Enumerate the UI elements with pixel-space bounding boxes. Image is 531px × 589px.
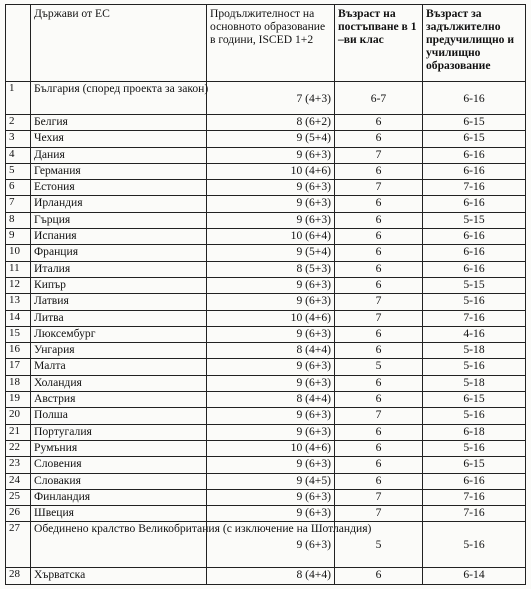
education-duration: 8 (4+4) [207,392,335,408]
table-row [6,82,526,115]
first-grade-entry-age: 6 [335,163,423,179]
table-row [6,375,526,391]
education-duration: 9 (5+4) [207,245,335,261]
table-row [6,506,526,522]
education-comparison-table [5,4,526,585]
row-number: 7 [6,196,31,212]
education-duration: 9 (4+5) [207,473,335,489]
education-duration: 9 (6+3) [207,424,335,440]
first-grade-entry-age: 7 [335,147,423,163]
table-row [6,392,526,408]
education-duration: 10 (4+6) [207,163,335,179]
first-grade-entry-age: 6 [335,131,423,147]
compulsory-education-age: 5-18 [423,375,526,391]
country-name: Обединено кралство Великобритания (с изключение на Шотландия) [31,522,207,568]
country-name: Литва [31,310,207,326]
first-grade-entry-age: 6 [335,343,423,359]
first-grade-entry-age: 6 [335,568,423,584]
compulsory-education-age: 6-15 [423,457,526,473]
row-number: 27 [6,522,31,568]
compulsory-education-age: 5-16 [423,408,526,424]
row-number: 25 [6,489,31,505]
row-number: 28 [6,568,31,584]
compulsory-education-age: 5-15 [423,277,526,293]
country-name: Холандия [31,375,207,391]
education-duration: 10 (4+6) [207,310,335,326]
row-number: 10 [6,245,31,261]
compulsory-education-age: 6-15 [423,115,526,131]
first-grade-entry-age: 6 [335,115,423,131]
first-grade-entry-age: 6 [335,392,423,408]
education-duration: 9 (6+3) [207,212,335,228]
table-row [6,326,526,342]
country-name: Португалия [31,424,207,440]
country-name: Финландия [31,489,207,505]
row-number: 24 [6,473,31,489]
education-duration: 9 (6+3) [207,359,335,375]
compulsory-education-age: 6-15 [423,392,526,408]
compulsory-education-age: 6-16 [423,261,526,277]
compulsory-education-age: 6-18 [423,424,526,440]
country-name: Гърция [31,212,207,228]
education-duration: 8 (4+4) [207,568,335,584]
table-row [6,115,526,131]
education-duration: 10 (4+6) [207,440,335,456]
table-row [6,261,526,277]
table-row [6,163,526,179]
country-name: Италия [31,261,207,277]
first-grade-entry-age: 6 [335,261,423,277]
compulsory-education-age: 6-16 [423,82,526,115]
table-row [6,489,526,505]
education-duration: 9 (5+4) [207,131,335,147]
country-name: Хърватска [31,568,207,584]
table-row [6,473,526,489]
education-duration: 9 (6+3) [207,489,335,505]
first-grade-entry-age: 6-7 [335,82,423,115]
country-name: Румъния [31,440,207,456]
table-row [6,131,526,147]
compulsory-education-age: 6-16 [423,229,526,245]
row-number: 8 [6,212,31,228]
compulsory-education-age: 5-18 [423,343,526,359]
country-name: Люксембург [31,326,207,342]
row-number: 12 [6,277,31,293]
table-body [6,82,526,585]
compulsory-education-age: 7-16 [423,506,526,522]
country-name: Полша [31,408,207,424]
compulsory-education-age: 5-16 [423,294,526,310]
compulsory-education-age: 6-16 [423,196,526,212]
education-duration: 9 (6+3) [207,408,335,424]
compulsory-education-age: 5-16 [423,522,526,568]
table-row [6,245,526,261]
education-duration: 8 (5+3) [207,261,335,277]
row-number: 13 [6,294,31,310]
row-number: 2 [6,115,31,131]
row-number: 5 [6,163,31,179]
row-number: 20 [6,408,31,424]
compulsory-education-age: 6-16 [423,473,526,489]
table-row [6,440,526,456]
first-grade-entry-age: 6 [335,212,423,228]
table-row [6,343,526,359]
table-header-row [6,5,526,82]
row-number: 4 [6,147,31,163]
first-grade-entry-age: 7 [335,506,423,522]
table-row [6,277,526,293]
compulsory-education-age: 6-16 [423,147,526,163]
header-number [6,5,31,82]
compulsory-education-age: 6-16 [423,245,526,261]
table-row [6,359,526,375]
country-name: Латвия [31,294,207,310]
compulsory-education-age: 4-16 [423,326,526,342]
header-compulsory-age: Възраст за задължително предучилищно и училищно образование [423,5,526,82]
table-row [6,294,526,310]
education-duration: 8 (4+4) [207,343,335,359]
education-duration: 9 (6+3) [207,196,335,212]
country-name: Франция [31,245,207,261]
education-duration: 9 (6+3) [207,326,335,342]
education-duration: 9 (6+3) [207,277,335,293]
first-grade-entry-age: 6 [335,277,423,293]
country-name: Швеция [31,506,207,522]
row-number: 17 [6,359,31,375]
country-name: Австрия [31,392,207,408]
table-row [6,147,526,163]
compulsory-education-age: 7-16 [423,489,526,505]
education-duration: 9 (6+3) [207,294,335,310]
country-name: Ирландия [31,196,207,212]
row-number: 23 [6,457,31,473]
row-number: 6 [6,180,31,196]
country-name: Чехия [31,131,207,147]
row-number: 19 [6,392,31,408]
country-name: Германия [31,163,207,179]
table-row [6,568,526,584]
education-duration: 9 (6+3) [207,375,335,391]
row-number: 15 [6,326,31,342]
first-grade-entry-age: 7 [335,180,423,196]
country-name: Кипър [31,277,207,293]
row-number: 1 [6,82,31,115]
first-grade-entry-age: 6 [335,440,423,456]
row-number: 16 [6,343,31,359]
first-grade-entry-age: 7 [335,310,423,326]
first-grade-entry-age: 7 [335,408,423,424]
table-row [6,229,526,245]
country-name: Испания [31,229,207,245]
row-number: 22 [6,440,31,456]
first-grade-entry-age: 6 [335,473,423,489]
row-number: 21 [6,424,31,440]
compulsory-education-age: 7-16 [423,180,526,196]
first-grade-entry-age: 6 [335,245,423,261]
row-number: 18 [6,375,31,391]
table-row [6,196,526,212]
country-name: България (според проекта за закон) [31,82,207,115]
education-duration: 9 (6+3) [207,522,335,568]
education-duration: 10 (6+4) [207,229,335,245]
first-grade-entry-age: 6 [335,326,423,342]
country-name: Словакия [31,473,207,489]
compulsory-education-age: 5-16 [423,359,526,375]
table-row [6,212,526,228]
row-number: 11 [6,261,31,277]
education-duration: 9 (6+3) [207,457,335,473]
compulsory-education-age: 5-15 [423,212,526,228]
first-grade-entry-age: 5 [335,359,423,375]
compulsory-education-age: 6-15 [423,131,526,147]
country-name: Дания [31,147,207,163]
header-duration: Продължителност на основното образование в години, ISCED 1+2 [207,5,335,82]
first-grade-entry-age: 6 [335,424,423,440]
row-number: 3 [6,131,31,147]
compulsory-education-age: 7-16 [423,310,526,326]
table-row [6,424,526,440]
first-grade-entry-age: 7 [335,294,423,310]
first-grade-entry-age: 5 [335,522,423,568]
table-row [6,457,526,473]
table-row [6,522,526,568]
header-country: Държави от ЕС [31,5,207,82]
country-name: Белгия [31,115,207,131]
compulsory-education-age: 6-14 [423,568,526,584]
education-duration: 9 (6+3) [207,147,335,163]
education-duration: 8 (6+2) [207,115,335,131]
country-name: Малта [31,359,207,375]
country-name: Естония [31,180,207,196]
education-duration: 9 (6+3) [207,506,335,522]
row-number: 26 [6,506,31,522]
first-grade-entry-age: 6 [335,196,423,212]
table-row [6,180,526,196]
row-number: 9 [6,229,31,245]
first-grade-entry-age: 6 [335,457,423,473]
row-number: 14 [6,310,31,326]
header-entry-age: Възраст на постъпване в 1 –ви клас [335,5,423,82]
compulsory-education-age: 5-16 [423,440,526,456]
country-name: Словения [31,457,207,473]
first-grade-entry-age: 6 [335,229,423,245]
first-grade-entry-age: 6 [335,375,423,391]
table-row [6,310,526,326]
country-name: Унгария [31,343,207,359]
education-duration: 7 (4+3) [207,82,335,115]
first-grade-entry-age: 7 [335,489,423,505]
table-row [6,408,526,424]
education-duration: 9 (6+3) [207,180,335,196]
compulsory-education-age: 6-16 [423,163,526,179]
